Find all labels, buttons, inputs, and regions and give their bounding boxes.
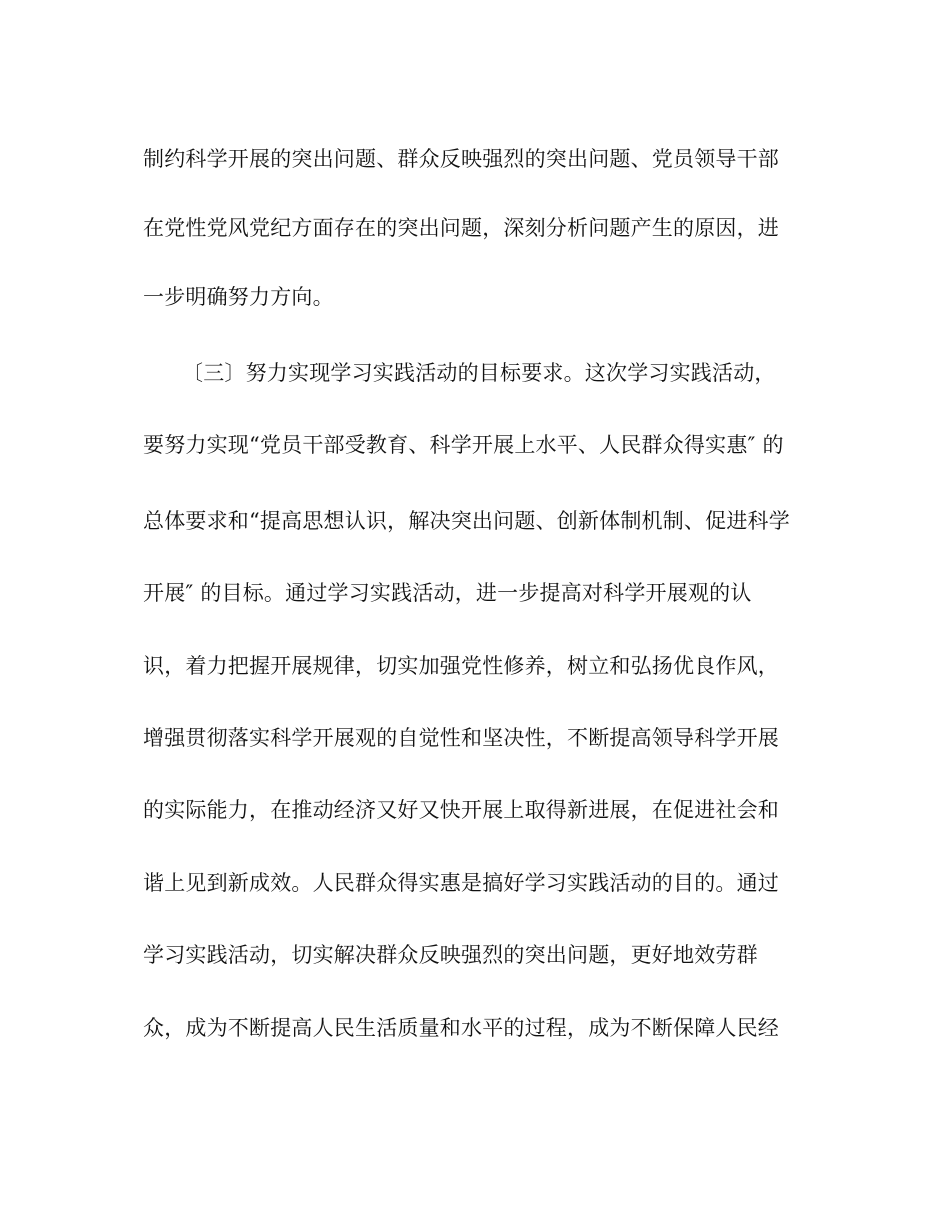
text-line: 谐上见到新成效。人民群众得实惠是搞好学习实践活动的目的。通过 [143,871,779,895]
text-line: 总体要求和“提高思想认识，解决突出问题、创新体制机制、促进科学 [143,509,790,533]
paragraph-start-line: 〔三〕努力实现学习实践活动的目标要求。这次学习实践活动， [182,361,776,385]
text-line: 要努力实现“党员干部受教育、科学开展上水平、人民群众得实惠″ 的 [143,433,784,457]
text-line: 增强贯彻落实科学开展观的自觉性和坚决性，不断提高领导科学开展 [143,726,779,750]
text-line: 开展″ 的目标。通过学习实践活动，进一步提高对科学开展观的认 [143,581,752,605]
text-line: 制约科学开展的突出问题、群众反映强烈的突出问题、党员领导干部 [143,147,779,171]
text-line: 识，着力把握开展规律，切实加强党性修养，树立和弘扬优良作风， [143,654,779,678]
text-line: 的实际能力，在推动经济又好又快开展上取得新进展，在促进社会和 [143,798,779,822]
text-line: 一步明确努力方向。 [143,285,334,309]
text-line: 在党性党风党纪方面存在的突出问题，深刻分析问题产生的原因，进 [143,216,779,240]
text-line: 学习实践活动，切实解决群众反映强烈的突出问题，更好地效劳群 [143,943,758,967]
text-line: 众，成为不断提高人民生活质量和水平的过程，成为不断保障人民经 [143,1016,779,1040]
